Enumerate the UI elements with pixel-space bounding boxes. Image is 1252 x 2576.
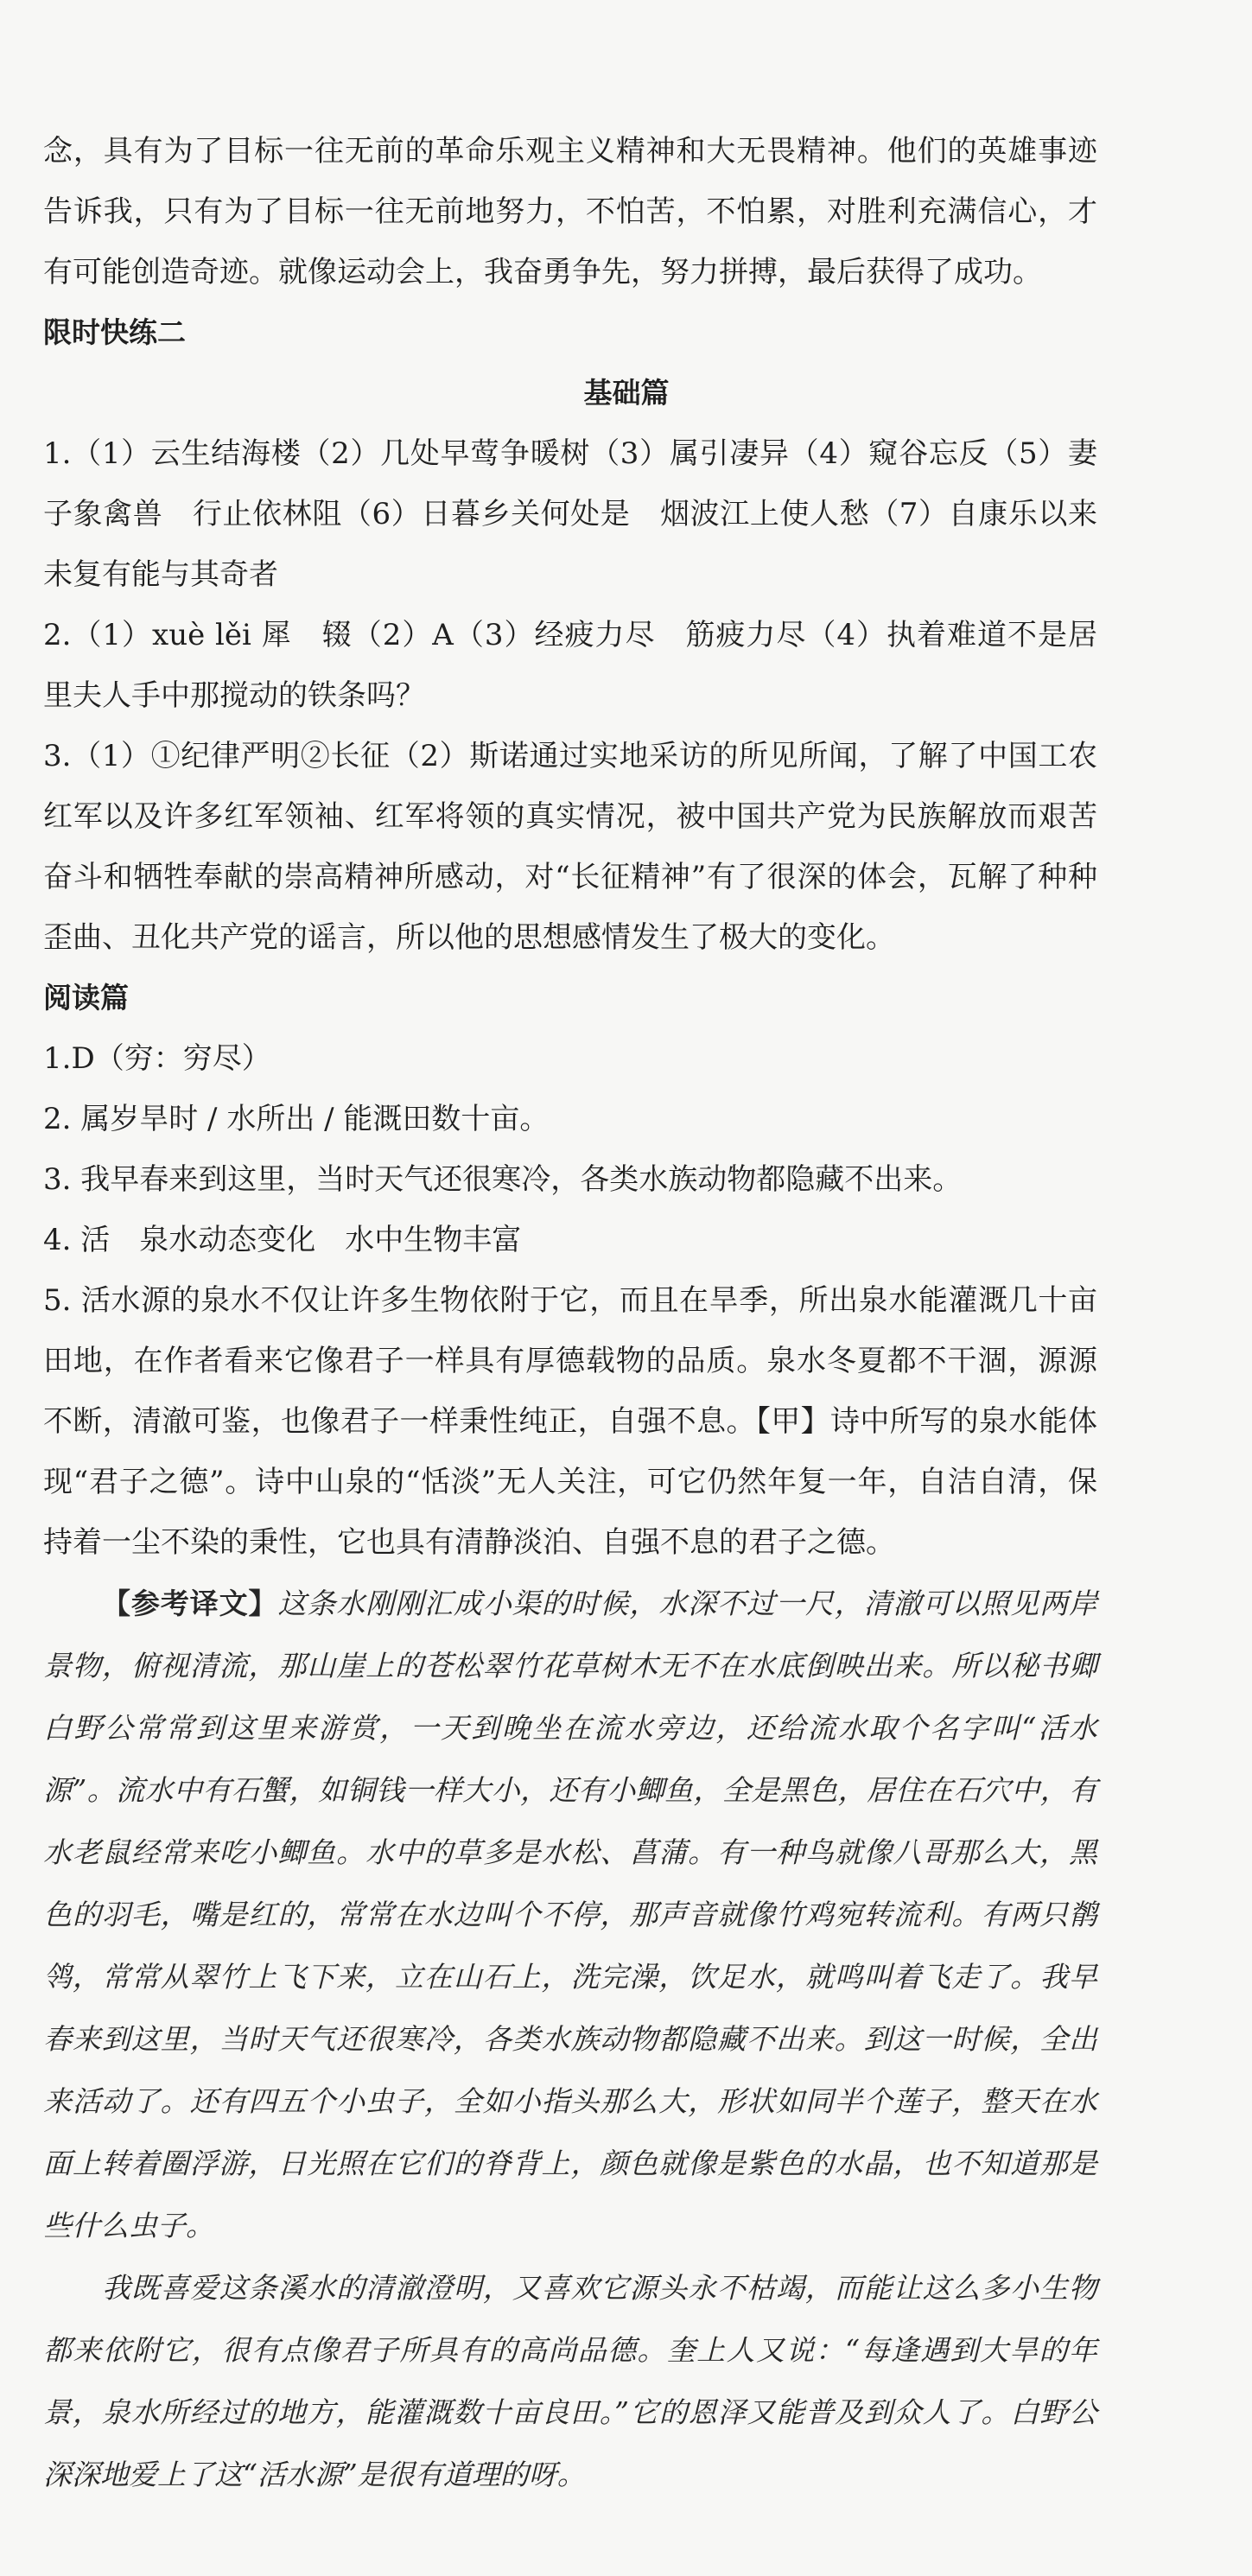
reading-item-1: 1.D（穷：穷尽）	[43, 1041, 271, 1076]
reading-item-4: 4. 活 泉水动态变化 水中生物丰富	[43, 1223, 522, 1257]
translation-text-1: 这条水刚刚汇成小渠的时候，水深不过一尺，清澈可以照见两岸景物，俯视清流，那山崖上的苍松翠竹花草树木无不在水底倒映出来。所以秘书卿白野公常常到这里来游赏，一天到晚坐在流水旁边，还给流水取个名字叫“活水源”。流水中有石蟹，如铜钱一样大小，还有小鲫鱼，全是黑色，居住在石穴中，有水老鼠经常来吃小鲫鱼。水中的草多是水松、菖蒲。有一种鸟就像八哥那么大，黑色的羽毛，嘴是红的，常常在水边叫个不停，那声音就像竹鸡宛转流利。有两只鹡鸰，常常从翠竹上飞下来，立在山石上，洗完澡，饮足水，就鸣叫着飞走了。我早春来到这里，当时天气还很寒冷，各类水族动物都隐藏不出来。到这一时候，全出来活动了。还有四五个小虫子，全如小指头那么大，形状如同半个莲子，整天在水面上转着圈浮游，日光照在它们的脊背上，颜色就像是紫色的水晶，也不知道那是些什么虫子。	[43, 1587, 1098, 2242]
answer-page	[43, 121, 1127, 2506]
translation-paragraph-2: 我既喜爱这条溪水的清澈澄明，又喜欢它源头永不枯竭，而能让这么多小生物都来依附它，很有点像君子所具有的高尚品德。奎上人又说：“每逢遇到大旱的年景，泉水所经过的地方，能灌溉数十亩良田。”它的恩泽又能普及到众人了。白野公深深地爱上了这“活水源”是很有道理的呀。	[43, 2271, 1097, 2491]
intro-paragraph: 念，具有为了目标一往无前的革命乐观主义精神和大无畏精神。他们的英雄事迹告诉我，只有为了目标一往无前地努力，不怕苦，不怕累，对胜利充满信心，才有可能创造奇迹。就像运动会上，我奋勇争先，努力拼搏，最后获得了成功。	[43, 134, 1097, 289]
reading-section-title: 阅读篇	[43, 981, 129, 1014]
section-title: 限时快练二	[43, 315, 186, 349]
reading-item-2: 2. 属岁旱时 / 水所出 / 能溉田数十亩。	[43, 1102, 550, 1136]
translation-tag: 【参考译文】	[102, 1587, 278, 1620]
basic-item-1: 1.（1）云生结海楼（2）几处早莺争暖树（3）属引凄异（4）窥谷忘反（5）妻子象禽兽 行止依林阻（6）日暮乡关何处是 烟波江上使人愁（7）自康乐以来 未复有能与其奇者	[43, 436, 1127, 592]
basic-section-title: 基础篇	[583, 376, 670, 410]
translation-paragraph-1	[43, 1573, 1097, 2257]
reading-item-3: 3. 我早春来到这里，当时天气还很寒冷，各类水族动物都隐藏不出来。	[43, 1162, 963, 1197]
basic-item-3: 3.（1）①纪律严明②长征（2）斯诺通过实地采访的所见所闻，了解了中国工农红军以及许多红军领袖、红军将领的真实情况，被中国共产党为民族解放而艰苦奋斗和牺牲奉献的崇高精神所感动，对“长征精神”有了很深的体会，瓦解了种种歪曲、丑化共产党的谣言，所以他的思想感情发生了极大的变化。	[43, 739, 1097, 955]
basic-item-2: 2.（1）xuè lěi 犀 辍（2）A（3）经疲力尽 筋疲力尽（4）执着难道不是居里夫人手中那搅动的铁条吗？	[43, 618, 1097, 713]
reading-item-5: 5. 活水源的泉水不仅让许多生物依附于它，而且在旱季，所出泉水能灌溉几十亩田地，在作者看来它像君子一样具有厚德载物的品质。泉水冬夏都不干涸，源源不断，清澈可鉴，也像君子一样秉性纯正，自强不息。【甲】诗中所写的泉水能体现“君子之德”。诗中山泉的“恬淡”无人关注，可它仍然年复一年，自洁自清，保持着一尘不染的秉性，它也具有清静淡泊、自强不息的君子之德。	[43, 1283, 1097, 1560]
